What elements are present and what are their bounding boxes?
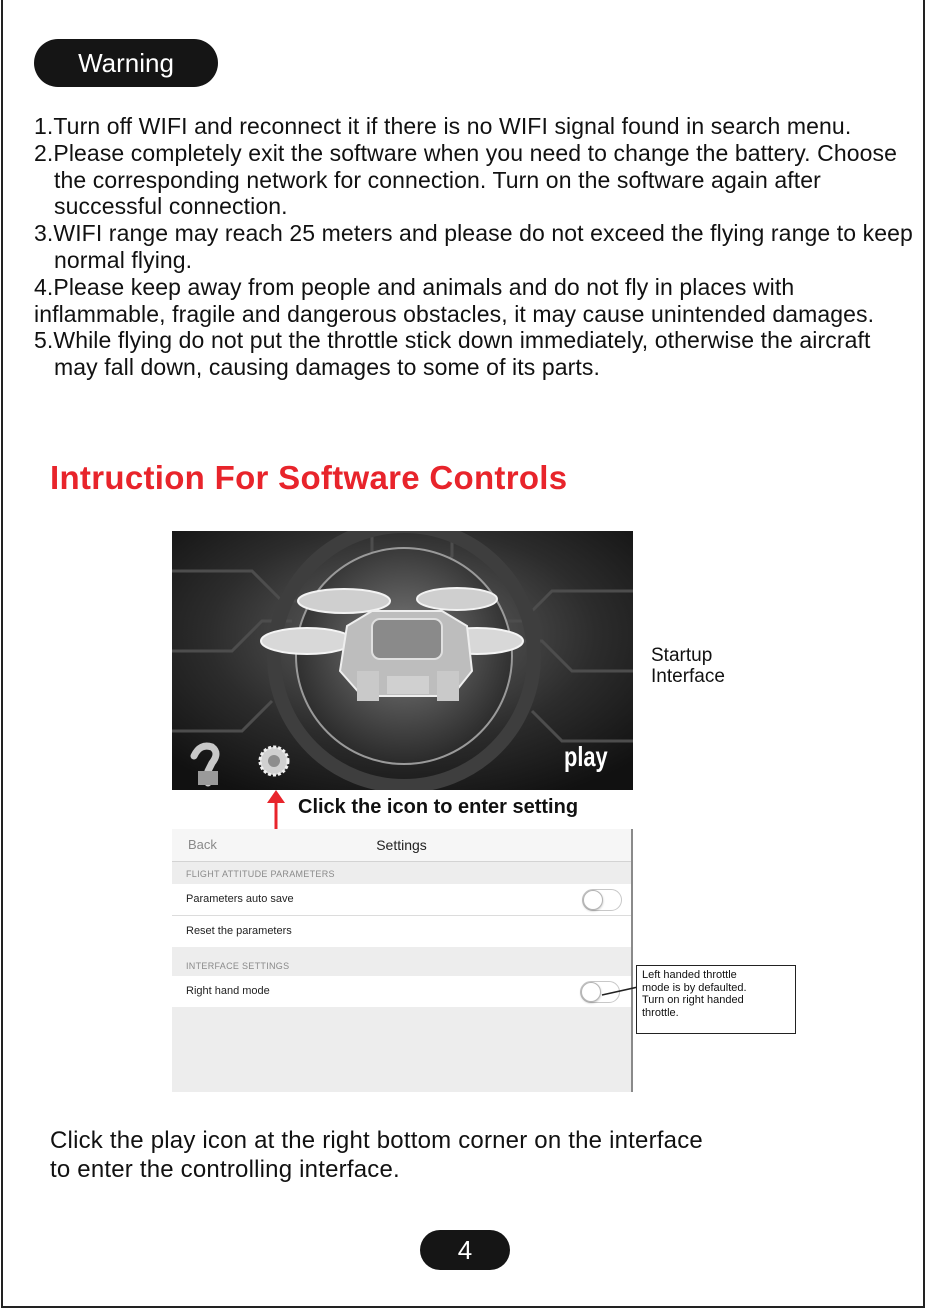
warning-list [34, 113, 914, 381]
click-caption: Click the icon to enter setting [298, 796, 579, 818]
section-header: INTERFACE SETTINGS [186, 961, 290, 971]
callout-pointer [600, 985, 640, 997]
settings-title: Settings [376, 837, 427, 853]
warning-item: 5.While flying do not put the throttle stick down immediately, otherwise the aircraft may fall down, causing damages to some of its parts. [34, 327, 871, 381]
warning-item: 3.WIFI range may reach 25 meters and please do not exceed the flying range to keep normal flying. [34, 220, 913, 273]
warning-item: 1.Turn off WIFI and reconnect it if there is no WIFI signal found in search menu. [34, 113, 852, 139]
instruction-line: to enter the controlling interface. [50, 1156, 400, 1183]
warning-label: Warning [34, 39, 218, 87]
row-label: Reset the parameters [186, 925, 292, 937]
startup-caption-line: Startup [651, 645, 713, 666]
play-button[interactable]: play [564, 741, 608, 772]
page-number: 4 [420, 1230, 510, 1270]
warning-item: 4.Please keep away from people and animals and do not fly in places with inflammable, fragile and dangerous obstacles, it may cause unintended damages. [34, 273, 875, 327]
auto-save-toggle[interactable] [582, 889, 622, 911]
callout-line: throttle. [642, 1006, 679, 1019]
settings-screen [172, 829, 633, 1092]
warning-item: 2.Please completely exit the software when you need to change the battery. Choose the corresponding network for connection. Turn on the software again after successful connection. [34, 139, 898, 220]
settings-row-auto-save[interactable] [172, 884, 631, 916]
settings-row-right-hand[interactable] [172, 976, 631, 1007]
settings-row-reset[interactable] [172, 916, 631, 947]
callout-line: mode is by defaulted. [642, 981, 747, 994]
startup-caption-line: Interface [651, 666, 725, 687]
back-button[interactable]: Back [188, 837, 217, 852]
settings-gear-icon[interactable] [260, 747, 288, 775]
row-label: Parameters auto save [186, 893, 294, 905]
section-header: FLIGHT ATTITUDE PARAMETERS [186, 869, 335, 879]
bottom-instruction [50, 1126, 910, 1184]
callout-line: Turn on right handed [642, 994, 744, 1006]
callout-line: Left handed throttle [642, 969, 737, 981]
instruction-line: Click the play icon at the right bottom corner on the interface [50, 1127, 703, 1154]
section-title: Intruction For Software Controls [50, 459, 568, 496]
settings-navbar [172, 829, 631, 862]
callout-note [636, 965, 796, 1034]
row-label: Right hand mode [186, 985, 270, 997]
startup-screen [172, 531, 633, 790]
startup-caption [651, 645, 725, 687]
